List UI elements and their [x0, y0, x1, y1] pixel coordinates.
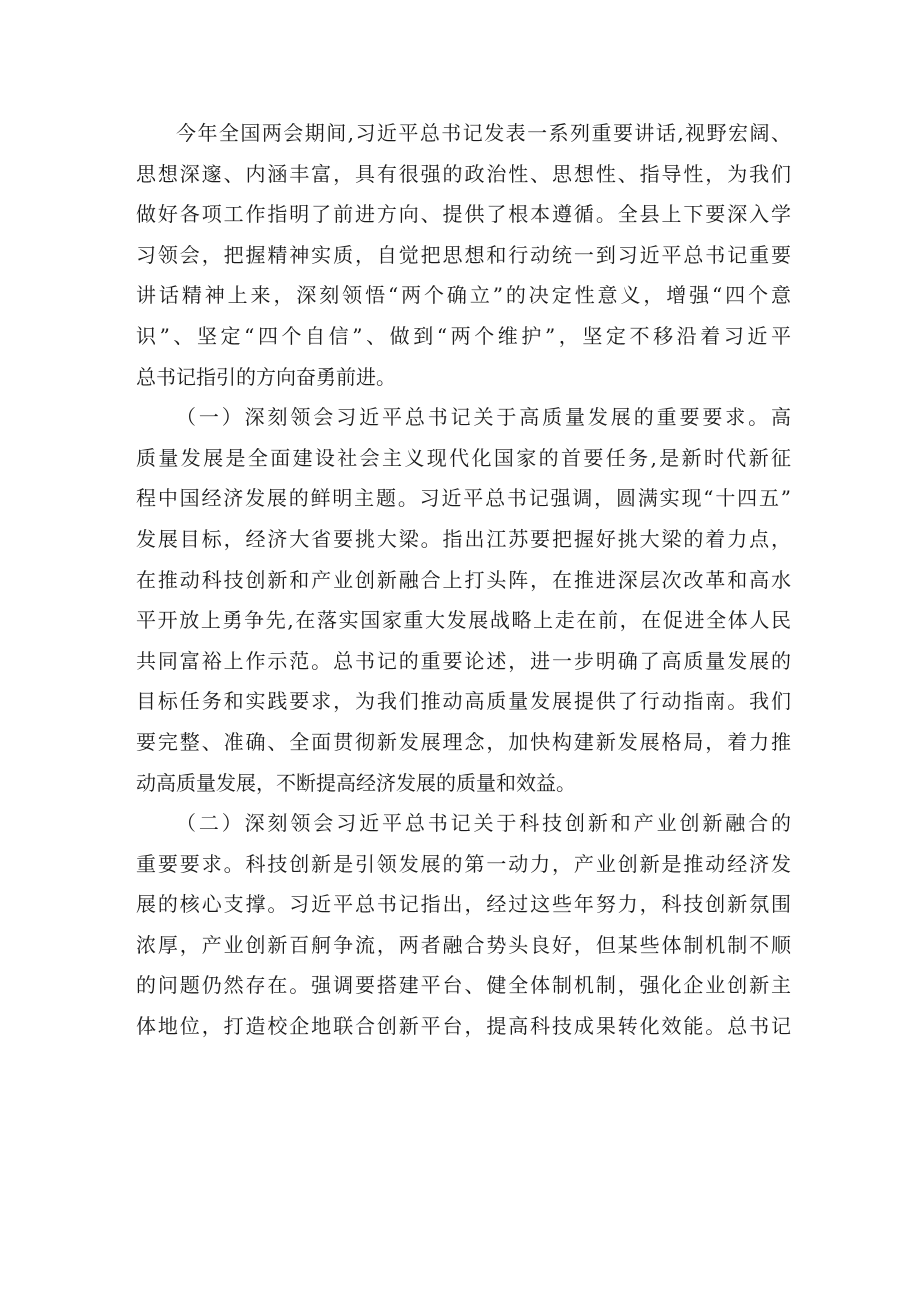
text-line: 浓厚，产业创新百舸争流，两者融合势头良好，但某些体制机制不顺 — [136, 932, 791, 957]
text-line: 做好各项工作指明了前进方向、提供了根本遵循。全县上下要深入学 — [136, 202, 791, 227]
document-body — [136, 113, 791, 1047]
text-line: 思想深邃、内涵丰富，具有很强的政治性、思想性、指导性，为我们 — [136, 161, 791, 186]
text-line: 今年全国两会期间,习近平总书记发表一系列重要讲话,视野宏阔、 — [176, 121, 791, 145]
text-line: 识”、坚定“四个自信”、做到“两个维护”，坚定不移沿着习近平 — [136, 323, 791, 348]
text-line: 程中国经济发展的鲜明主题。习近平总书记强调，圆满实现“十四五” — [136, 486, 791, 511]
text-line: 的问题仍然存在。强调要搭建平台、健全体制机制，强化企业创新主 — [136, 973, 791, 998]
paragraph-section-2 — [136, 803, 791, 1047]
text-line: 重要要求。科技创新是引领发展的第一动力，产业创新是推动经济发 — [136, 851, 791, 876]
text-line: 习领会，把握精神实质，自觉把思想和行动统一到习近平总书记重要 — [136, 242, 791, 267]
text-line: 发展目标，经济大省要挑大梁。指出江苏要把握好挑大梁的着力点， — [136, 526, 791, 551]
text-line: 展的核心支撑。习近平总书记指出，经过这些年努力，科技创新氛围 — [136, 892, 791, 917]
text-line: 质量发展是全面建设社会主义现代化国家的首要任务,是新时代新征 — [136, 445, 791, 470]
text-line: 动高质量发展，不断提高经济发展的质量和效益。 — [136, 770, 576, 795]
text-line: 平开放上勇争先,在落实国家重大发展战略上走在前，在促进全体人民 — [136, 608, 791, 633]
text-line: 在推动科技创新和产业创新融合上打头阵，在推进深层次改革和高水 — [136, 567, 791, 592]
text-line: （一）深刻领会习近平总书记关于高质量发展的重要要求。高 — [176, 405, 791, 430]
text-line: 目标任务和实践要求，为我们推动高质量发展提供了行动指南。我们 — [136, 689, 791, 714]
text-line: 讲话精神上来，深刻领悟“两个确立”的决定性意义，增强“四个意 — [136, 283, 791, 308]
paragraph-intro — [136, 113, 791, 397]
text-line: （二）深刻领会习近平总书记关于科技创新和产业创新融合的 — [176, 811, 791, 836]
paragraph-section-1 — [136, 397, 791, 803]
text-line: 总书记指引的方向奋勇前进。 — [136, 364, 396, 389]
text-line: 要完整、准确、全面贯彻新发展理念，加快构建新发展格局，着力推 — [136, 729, 791, 754]
text-line: 体地位，打造校企地联合创新平台，提高科技成果转化效能。总书记 — [136, 1014, 791, 1039]
text-line: 共同富裕上作示范。总书记的重要论述，进一步明确了高质量发展的 — [136, 648, 791, 673]
